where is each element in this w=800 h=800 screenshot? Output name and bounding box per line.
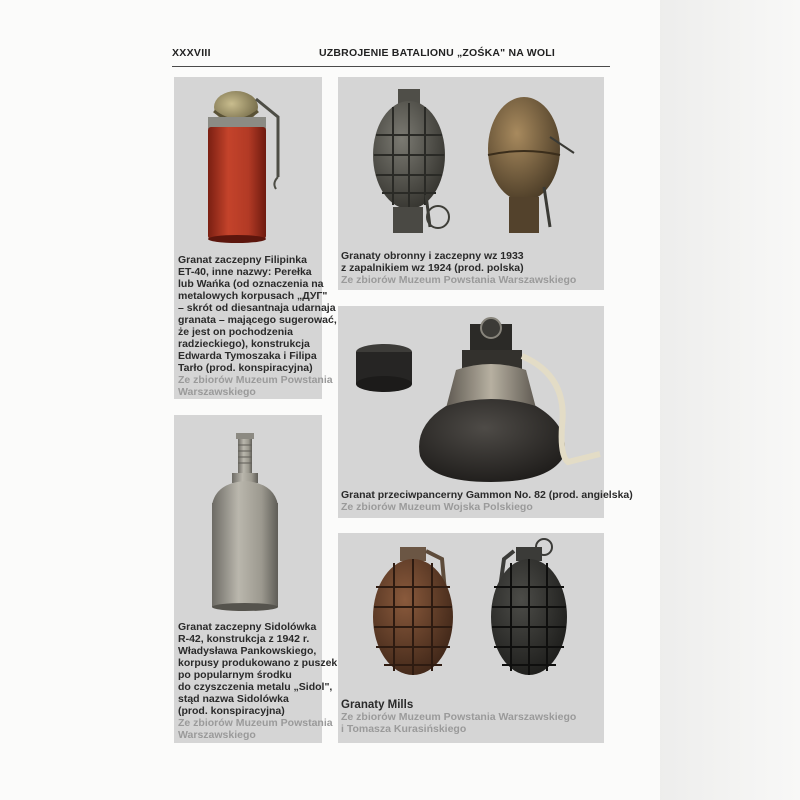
page-gutter [656,0,800,800]
caption-line: – skrót od diesantnaja udarnaja [178,302,336,314]
caption-source: i Tomasza Kurasińskiego [341,723,467,735]
caption-line: po popularnym środku [178,669,292,681]
caption-line: Edwarda Tymoszaka i Filipa [178,350,317,362]
caption-line: stąd nazwa Sidolówka [178,693,289,705]
caption-source: Ze zbiorów Muzeum Powstania Warszawskiego [341,711,577,723]
caption-sidolowka [178,621,337,741]
wz1933-grenades-photo [338,77,604,245]
caption-line: Granat zaczepny Sidolówka [178,621,317,633]
mills-grenades-photo [338,533,604,695]
caption-line: granata – mającego sugerować, [178,314,337,326]
caption-line: korpusy produkowano z puszek [178,657,338,669]
filipinka-grenade-photo [174,77,322,247]
caption-line: z zapalnikiem wz 1924 (prod. polska) [341,262,524,274]
caption-line: Granaty Mills [341,699,414,711]
caption-wz1933 [341,250,576,286]
caption-line: (prod. konspiracyjna) [178,705,285,717]
caption-source: Ze zbiorów Muzeum Wojska Polskiego [341,501,533,513]
gammon-grenade-photo [338,306,604,482]
caption-source: Warszawskiego [178,729,256,741]
caption-mills [341,699,576,735]
caption-line: R-42, konstrukcja z 1942 r. [178,633,310,645]
caption-filipinka [178,254,337,398]
page-number: XXXVIII [172,47,211,59]
caption-line: ET-40, inne nazwy: Perełka [178,266,312,278]
caption-line: do czyszczenia metalu „Sidol", [178,681,333,693]
caption-line: że jest on pochodzenia [178,326,293,338]
caption-source: Warszawskiego [178,386,256,398]
caption-line: lub Wańka (od oznaczenia na [178,278,324,290]
caption-line: Granaty obronny i zaczepny wz 1933 [341,250,524,262]
caption-line: radzieckiego), konstrukcja [178,338,310,350]
caption-line: Granat przeciwpancerny Gammon No. 82 (prod. angielska) [341,489,633,501]
caption-gammon [341,489,633,513]
caption-source: Ze zbiorów Muzeum Powstania [178,374,333,386]
caption-line: Władysława Pankowskiego, [178,645,317,657]
running-title: UZBROJENIE BATALIONU „ZOŚKA" NA WOLI [319,47,555,59]
caption-line: Granat zaczepny Filipinka [178,254,307,266]
page-header [172,44,610,67]
caption-source: Ze zbiorów Muzeum Powstania [178,717,333,729]
sidolowka-grenade-photo [174,415,322,615]
caption-line: metalowych korpusach „ДУГ" [178,290,328,302]
caption-source: Ze zbiorów Muzeum Powstania Warszawskiego [341,274,577,286]
caption-line: Tarło (prod. konspiracyjna) [178,362,313,374]
